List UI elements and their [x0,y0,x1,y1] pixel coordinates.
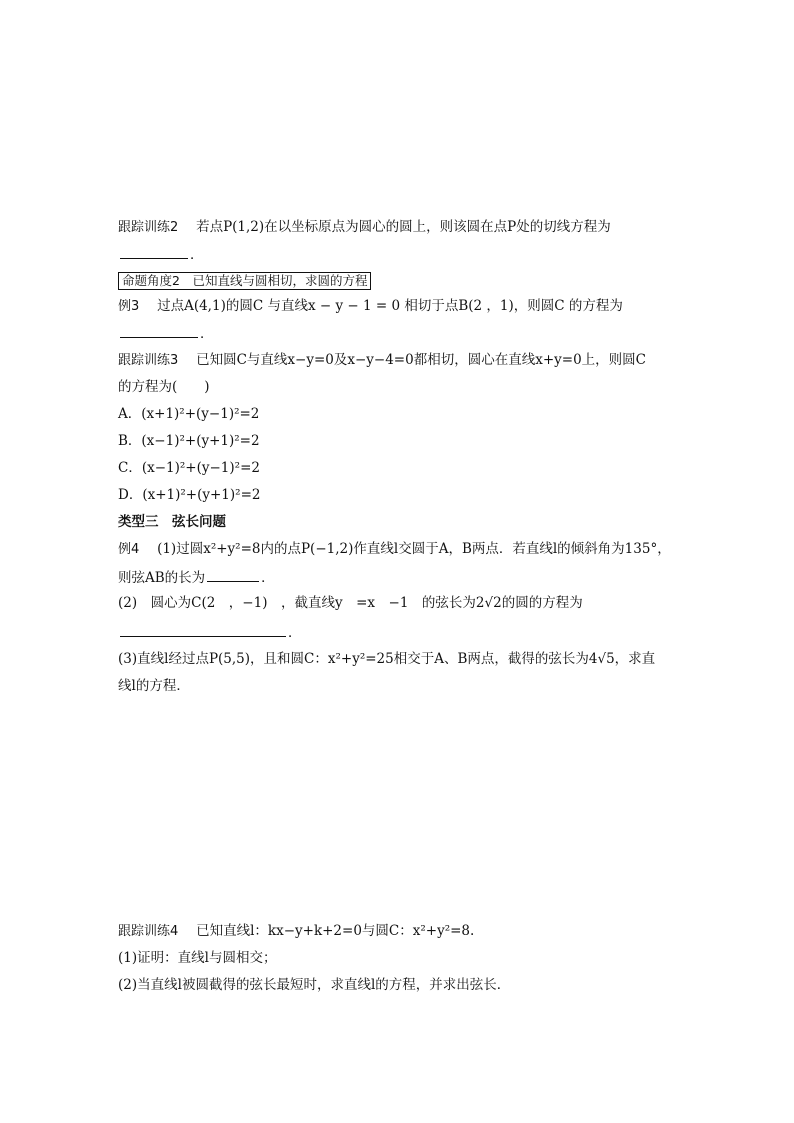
example-4-part-2-answer: ． [118,622,302,642]
section-heading-line [118,272,371,290]
example-4-part-3-line-1: (3)直线l经过点P(5,5)，且和圆C：x²+y²=25相交于A、B两点，截得的弦长为4√5，求直 [118,651,656,667]
answer-blank [120,622,286,637]
example-3-answer-line: ． [118,323,214,343]
training-2-answer-line: ． [118,244,204,264]
example-4-line-2: 则弦AB的长为 ． [118,567,275,587]
training-2-line [118,218,611,237]
training-3-text: 已知圆C与直线x−y=0及x−y−4=0都相切，圆心在直线x+y=0上，则圆C [196,352,646,368]
option-c: C．(x−1)²+(y−1)²=2 [118,460,260,476]
option-a: A．(x+1)²+(y−1)²=2 [118,406,260,422]
example-4-part-1-text: (1)过圆x²+y²=8内的点P(−1,2)作直线l交圆于A，B两点．若直线l的倾斜角为135°， [157,541,671,557]
training-4-question-1: (1)证明：直线l与圆相交； [118,950,277,966]
section-heading: 命题角度2 已知直线与圆相切，求圆的方程 [118,272,371,290]
type-3-heading: 类型三 弦长问题 [118,514,226,530]
example-4-part-2: (2) 圆心为C(2 ，−1) ，截直线y =x −1 的弦长为2√2的圆的方程为 [118,595,583,611]
training-3-line-1 [118,351,646,370]
training-4-text: 已知直线l：kx−y+k+2=0与圆C：x²+y²=8. [196,923,475,939]
option-d: D．(x+1)²+(y+1)²=2 [118,487,261,503]
example-3-label: 例3 [118,299,140,314]
example-4-part-3-line-2: 线l的方程． [118,678,190,694]
answer-blank [120,244,188,259]
option-b: B．(x−1)²+(y+1)²=2 [118,433,260,449]
training-3-line-2: 的方程为( ) [118,379,210,395]
example-4-part-1-tail: 则弦AB的长为 [118,570,206,586]
answer-blank [120,323,198,338]
training-3-label: 跟踪训练3 [118,353,179,368]
training-4-label: 跟踪训练4 [118,924,179,939]
example-3-line [118,297,623,316]
example-4-line-1 [118,540,671,559]
example-4-label: 例4 [118,542,140,557]
training-4-line [118,922,474,941]
training-2-text: 若点P(1,2)在以坐标原点为圆心的圆上，则该圆在点P处的切线方程为 [196,219,611,235]
answer-blank [207,567,259,582]
training-4-question-2: (2)当直线l被圆截得的弦长最短时，求直线l的方程，并求出弦长． [118,977,511,993]
example-3-text: 过点A(4,1)的圆C 与直线x − y − 1 = 0 相切于点B(2 ，1)，则圆C 的方程为 [157,298,623,314]
training-2-label: 跟踪训练2 [118,220,179,235]
